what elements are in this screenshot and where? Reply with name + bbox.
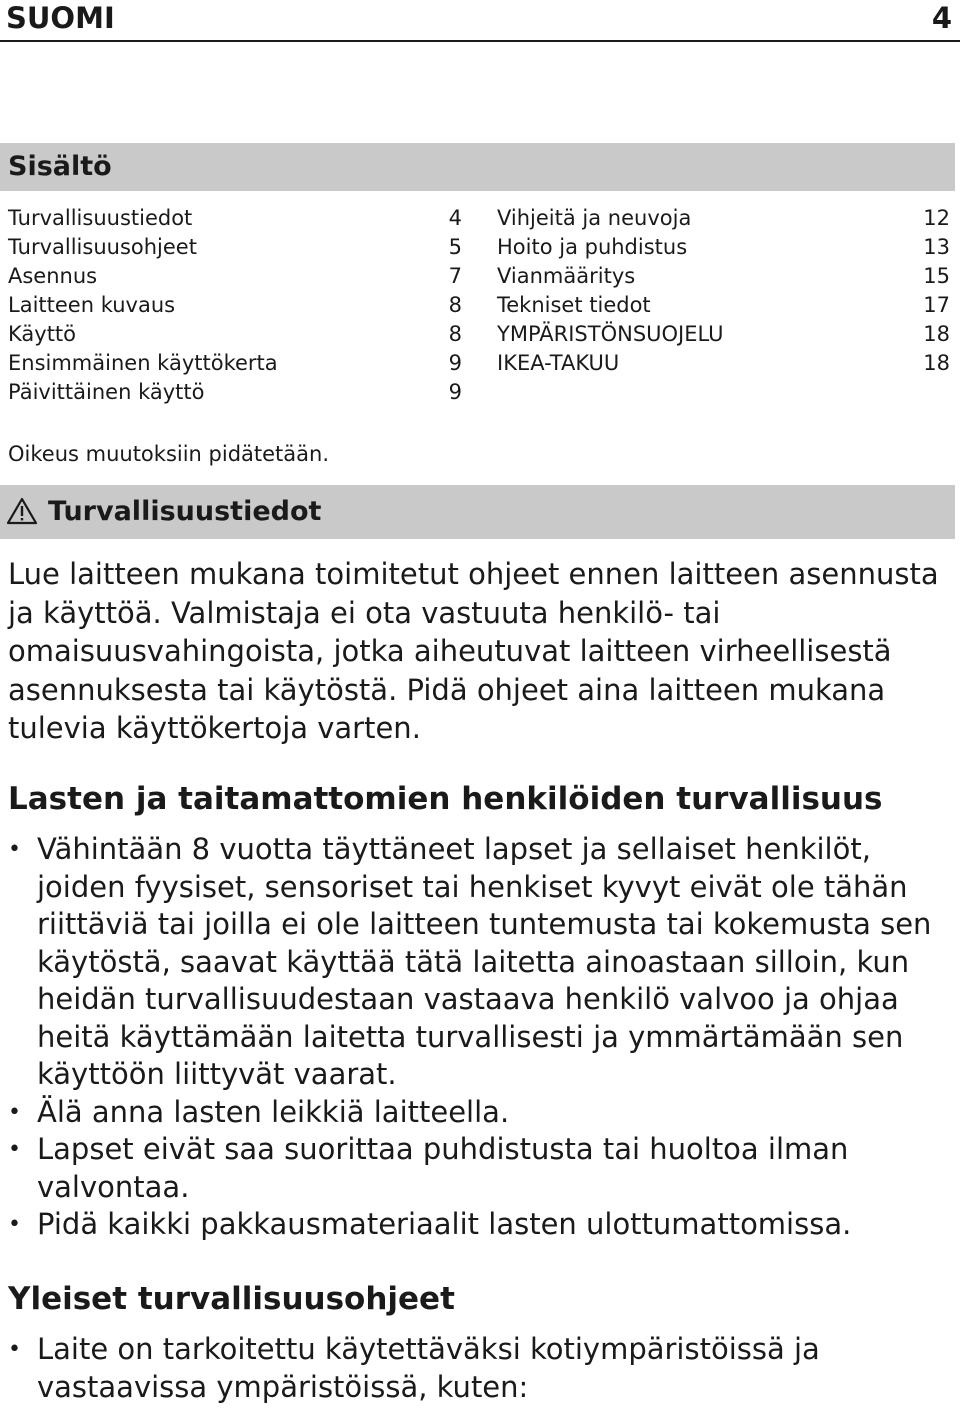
header-rule (0, 40, 960, 42)
toc-entry[interactable] (8, 291, 462, 320)
warning-triangle-icon (6, 497, 38, 525)
list-item-text: Vähintään 8 vuotta täyttäneet lapset ja sellaiset henkilöt, joiden fyysiset, sensoriset tai henkiset kyvyt eivät ole tähän riittäviä tai joilla ei ole laitteen tuntemusta tai kokemusta sen käytöstä, saavat käyttää tätä laitetta ainoastaan silloin, kun heidän turvallisuudestaan vastaava henkilö valvoo ja ohjaa heitä käyttämään laitetta turvallisesti ja ymmärtämään sen käyttöön liittyvät vaarat. (37, 832, 932, 1091)
toc-entry-page: 18 (923, 351, 950, 375)
toc-entry[interactable] (8, 233, 462, 262)
toc-entry-page: 4 (448, 206, 462, 230)
children-safety-list (8, 831, 953, 1244)
toc-entry-label: Vihjeitä ja neuvoja (497, 206, 692, 230)
toc-entry-page: 8 (448, 293, 462, 317)
toc-entry[interactable] (497, 262, 950, 291)
toc-entry-label: Päivittäinen käyttö (8, 380, 205, 404)
toc-left-column (8, 204, 462, 407)
list-item-text: Laite on tarkoitettu käytettäväksi kotiympäristöissä ja vastaavissa ympäristöissä, kuten: (37, 1332, 820, 1404)
toc-entry-page: 18 (923, 322, 950, 346)
toc-entry[interactable] (8, 204, 462, 233)
list-item-text: Älä anna lasten leikkiä laitteella. (37, 1094, 510, 1129)
toc-title-bar (0, 143, 955, 191)
general-safety-list (8, 1331, 953, 1406)
bullet-icon: • (8, 1099, 21, 1125)
toc-entry[interactable] (8, 378, 462, 407)
list-item (8, 1331, 953, 1406)
toc-right-column (497, 204, 950, 378)
toc-entry-label: IKEA-TAKUU (497, 351, 620, 375)
changes-notice: Oikeus muutoksiin pidätetään. (8, 442, 330, 466)
toc-title: Sisältö (8, 151, 112, 182)
toc-entry[interactable] (8, 262, 462, 291)
bullet-icon: • (8, 837, 21, 862)
toc-entry-page: 9 (448, 351, 462, 375)
toc-entry-label: Hoito ja puhdistus (497, 235, 688, 259)
page-header (0, 0, 960, 38)
bullet-icon: • (8, 1337, 21, 1362)
toc-entry[interactable] (497, 204, 950, 233)
list-item (8, 1206, 953, 1244)
toc-entry-label: Asennus (8, 264, 98, 288)
toc-entry[interactable] (497, 233, 950, 262)
toc-entry[interactable] (497, 320, 950, 349)
toc-entry-page: 17 (923, 293, 950, 317)
toc-entry-label: Tekniset tiedot (497, 293, 651, 317)
toc-entry-label: Turvallisuustiedot (8, 206, 193, 230)
toc-entry-page: 5 (448, 235, 462, 259)
list-item-text: Lapset eivät saa suorittaa puhdistusta tai huoltoa ilman valvontaa. (37, 1132, 849, 1204)
toc-entry-page: 8 (448, 322, 462, 346)
list-item (8, 1131, 953, 1206)
toc-entry[interactable] (8, 320, 462, 349)
toc-entry-label: Vianmääritys (497, 264, 636, 288)
language-label: SUOMI (6, 1, 115, 35)
bullet-icon: • (8, 1212, 21, 1237)
toc-entry[interactable] (497, 349, 950, 378)
toc-entry-page: 7 (448, 264, 462, 288)
safety-title: Turvallisuustiedot (48, 496, 322, 527)
page-number: 4 (931, 1, 952, 35)
toc-entry-label: Käyttö (8, 322, 77, 346)
toc-entry-page: 12 (923, 206, 950, 230)
safety-title-bar (0, 485, 955, 539)
toc-entry-page: 13 (923, 235, 950, 259)
list-item (8, 1094, 953, 1132)
general-safety-heading: Yleiset turvallisuusohjeet (8, 1281, 455, 1317)
children-safety-heading: Lasten ja taitamattomien henkilöiden turvallisuus (8, 781, 883, 817)
toc-entry-label: Ensimmäinen käyttökerta (8, 351, 278, 375)
list-item (8, 831, 953, 1094)
toc-entry-label: Turvallisuusohjeet (8, 235, 197, 259)
bullet-icon: • (8, 1137, 21, 1162)
toc-entry-label: YMPÄRISTÖNSUOJELU (497, 322, 724, 346)
list-item-text: Pidä kaikki pakkausmateriaalit lasten ulottumattomissa. (37, 1207, 852, 1241)
toc-entry-page: 9 (448, 380, 462, 404)
safety-intro: Lue laitteen mukana toimitetut ohjeet ennen laitteen asennusta ja käyttöä. Valmistaja ei ota vastuuta henkilö- tai omaisuusvahingoista, jotka aiheutuvat laitteen virheellisestä asennuksesta tai käytöstä. Pidä ohjeet aina laitteen mukana tulevia käyttökertoja varten. (8, 557, 939, 745)
toc-entry[interactable] (8, 349, 462, 378)
toc-entry[interactable] (497, 291, 950, 320)
toc-entry-label: Laitteen kuvaus (8, 293, 176, 317)
toc-entry-page: 15 (923, 264, 950, 288)
